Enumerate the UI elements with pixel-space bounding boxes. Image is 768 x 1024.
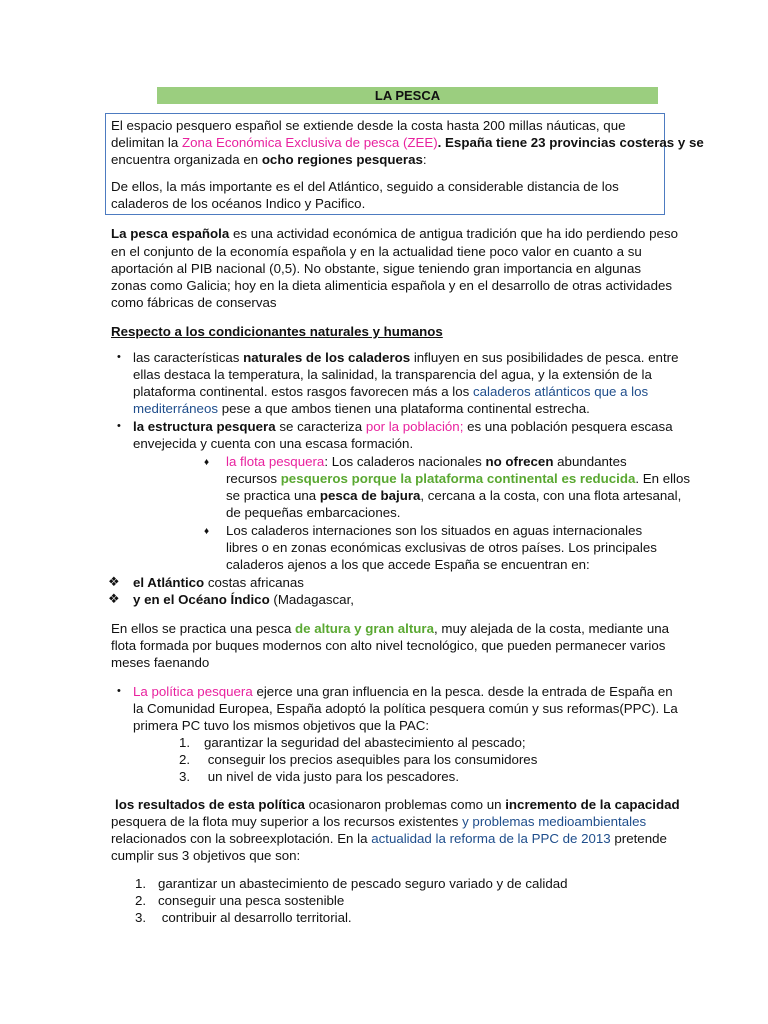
clover-bullet-icon: ❖ (108, 574, 120, 589)
sub-bullet-text-line: de pequeñas embarcaciones. (226, 505, 401, 520)
paragraph-line: cumplir sus 3 objetivos que son: (111, 848, 301, 863)
bullet-text-line: las características naturales de los caladeros influyen en sus posibilidades de pesca. entre (133, 350, 679, 365)
paragraph-line: flota formada por buques modernos con alto nivel tecnológico, que pueden permanecer varios (111, 638, 666, 653)
numbered-item-num: 3. (179, 769, 191, 784)
intro-paragraph-line: zonas como Galicia; hoy en la dieta alimenticia española y en el desarrollo de otras actividades (111, 278, 673, 293)
intro-paragraph-line: La pesca española es una actividad económica de antigua tradición que ha ido perdiendo peso (111, 226, 678, 241)
zee-highlight: Zona Económica Exclusiva de pesca (ZEE) (181, 135, 438, 150)
numbered-item-text: contribuir al desarrollo territorial. (158, 910, 352, 925)
bullet-text-line: ellas destaca la temperatura, la salinidad, la transparencia del agua, y la extensión de la (133, 367, 652, 382)
intro-paragraph-line: como fábricas de conservas (111, 295, 277, 310)
bullet-icon: • (117, 420, 121, 432)
sub-bullet-text-line: caladeros ajenos a los que accede España se encuentran en: (226, 557, 590, 572)
box-text-line: De ellos, la más importante es el del Atlántico, seguido a considerable distancia de los (111, 179, 619, 194)
clover-item: y en el Océano Índico (Madagascar, (133, 592, 354, 607)
numbered-item-num: 2. (179, 752, 191, 767)
numbered-item-num: 1. (179, 735, 191, 750)
paragraph-line: relacionados con la sobreexplotación. En la actualidad la reforma de la PPC de 2013 pretende (111, 831, 667, 846)
bullet-text-line: envejecida y cuenta con una escasa formación. (133, 436, 414, 451)
bullet-text-line: La política pesquera ejerce una gran influencia en la pesca. desde la entrada de España en (133, 684, 673, 699)
sub-bullet-text-line: recursos pesqueros porque la plataforma continental es reducida. En ellos (226, 471, 691, 486)
bullet-text-line: primera PC tuvo los mismos objetivos que la PAC: (133, 718, 430, 733)
paragraph-line: los resultados de esta política ocasionaron problemas como un incremento de la capacidad (115, 797, 680, 812)
sub-bullet-text-line: Los caladeros internaciones son los situados en aguas internacionales (226, 523, 643, 538)
section-heading: Respecto a los condicionantes naturales y humanos (111, 324, 443, 339)
numbered-item-text: garantizar la seguridad del abastecimiento al pescado; (204, 735, 526, 750)
numbered-item-text: garantizar un abastecimiento de pescado seguro variado y de calidad (158, 876, 568, 891)
clover-item: el Atlántico costas africanas (133, 575, 304, 590)
paragraph-line: En ellos se practica una pesca de altura y gran altura, muy alejada de la costa, mediante una (111, 621, 670, 636)
bullet-text-line: plataforma continental. estos rasgos favorecen más a los caladeros atlánticos que a los (133, 384, 649, 399)
box-text-line: El espacio pesquero español se extiende desde la costa hasta 200 millas náuticas, que (111, 118, 626, 133)
box-text-line: encuentra organizada en ocho regiones pesqueras: (111, 152, 427, 167)
page-title: LA PESCA (157, 87, 658, 104)
bullet-text-line: la estructura pesquera se caracteriza por la población; es una población pesquera escasa (133, 419, 673, 434)
bullet-icon: • (117, 351, 121, 363)
clover-bullet-icon: ❖ (108, 591, 120, 606)
box-text-line: caladeros de los océanos Indico y Pacifico. (111, 196, 366, 211)
paragraph-line: meses faenando (111, 655, 210, 670)
diamond-bullet-icon: ♦ (204, 457, 210, 468)
numbered-item-num: 3. (135, 910, 147, 925)
intro-paragraph-line: aportación al PIB nacional (0,5). No obstante, sigue teniendo gran importancia en algunas (111, 261, 641, 276)
numbered-item-text: un nivel de vida justo para los pescadores. (204, 769, 460, 784)
bullet-text-line: la Comunidad Europea, España adoptó la política pesquera común y sus reformas(PPC). La (133, 701, 678, 716)
bullet-text-line: mediterráneos pese a que ambos tienen una plataforma continental estrecha. (133, 401, 590, 416)
sub-bullet-text-line: libres o en zonas económicas exclusivas de otros países. Los principales (226, 540, 657, 555)
diamond-bullet-icon: ♦ (204, 526, 210, 537)
numbered-item-text: conseguir los precios asequibles para los consumidores (204, 752, 538, 767)
bullet-icon: • (117, 685, 121, 697)
paragraph-line: pesquera de la flota muy superior a los recursos existentes y problemas medioambientales (111, 814, 647, 829)
sub-bullet-text-line: se practica una pesca de bajura, cercana a la costa, con una flota artesanal, (226, 488, 682, 503)
numbered-item-num: 2. (135, 893, 147, 908)
numbered-item-text: conseguir una pesca sostenible (158, 893, 345, 908)
sub-bullet-text-line: la flota pesquera: Los caladeros nacionales no ofrecen abundantes (226, 454, 627, 469)
intro-paragraph-line: en el conjunto de la economía española y en la actualidad tiene poco valor en cuanto a su (111, 244, 642, 259)
numbered-item-num: 1. (135, 876, 147, 891)
box-text-line: delimitan la Zona Económica Exclusiva de pesca (ZEE). España tiene 23 provincias costeras y se (111, 135, 704, 150)
